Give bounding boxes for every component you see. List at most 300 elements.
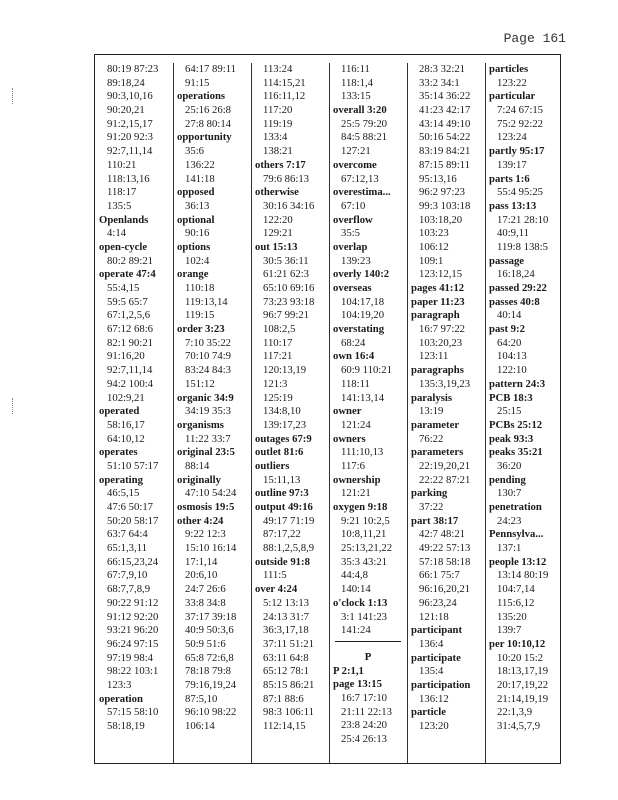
page-reference: 91:16,20 [107, 350, 145, 363]
page-reference: 63:7 64:4 [107, 528, 148, 541]
page-reference: 114:15,21 [263, 76, 306, 89]
index-term: open-cycle [99, 240, 148, 253]
page-reference: 92:7,11,14 [107, 145, 153, 158]
index-term: over 4:24 [255, 583, 298, 596]
page-reference: 98:3 106:11 [263, 706, 314, 719]
index-column [251, 63, 330, 763]
page-reference: 73:23 93:18 [263, 295, 315, 308]
page-reference: 121:3 [263, 377, 288, 390]
page-reference: 125:19 [263, 391, 293, 404]
page-reference: 16:7 17:10 [341, 691, 388, 704]
index-term: osmosis 19:5 [177, 501, 235, 513]
page-reference: 50:20 58:17 [107, 514, 159, 527]
page-reference: 27:8 80:14 [185, 117, 232, 130]
page-reference: 138:21 [263, 145, 293, 158]
page-reference: 80:2 89:21 [107, 254, 154, 267]
index-term: passes 40:8 [489, 295, 540, 308]
page-reference: 139:17,23 [263, 418, 307, 431]
page-reference: 15:11,13 [263, 473, 301, 486]
page-reference: 79:16,19,24 [185, 678, 237, 691]
page-reference: 9:21 10:2,5 [341, 514, 390, 527]
index-term: overstating [333, 323, 385, 336]
page-reference: 40:14 [497, 309, 522, 322]
page-reference: 121:21 [341, 487, 371, 500]
page-reference: 87:1 88:6 [263, 692, 304, 705]
page-reference: 51:10 57:17 [107, 459, 159, 472]
index-term: opposed [177, 186, 215, 199]
page-reference: 64:17 89:11 [185, 63, 236, 75]
page-reference: 96:2 97:23 [419, 186, 466, 199]
page-reference: 58:16,17 [107, 418, 145, 431]
page-reference: 119:19 [263, 117, 293, 130]
page-reference: 80:19 87:23 [107, 63, 159, 75]
letter-separator [335, 641, 401, 651]
index-term: out 15:13 [255, 240, 298, 253]
index-term: order 3:23 [177, 323, 225, 336]
page-reference: 104:17,18 [341, 295, 385, 308]
page-reference: 119:8 138:5 [497, 240, 548, 253]
page-reference: 111:10,13 [341, 446, 384, 459]
page-reference: 96:24 97:15 [107, 637, 159, 650]
page-reference: 118:17 [107, 186, 137, 199]
index-term: options [177, 240, 211, 253]
index-term: passed 29:22 [489, 282, 547, 294]
page-reference: 123:20 [419, 720, 449, 732]
page-reference: 133:15 [341, 90, 371, 103]
index-term: partly 95:17 [489, 145, 545, 158]
index-term: outlet 81:6 [255, 446, 304, 459]
index-column [485, 63, 563, 763]
index-term: otherwise [255, 186, 299, 199]
page-reference: 10:20 15:2 [497, 651, 544, 664]
page-reference: 96:23,24 [419, 596, 457, 609]
page-reference: 35:5 [341, 227, 361, 240]
index-term: originally [177, 473, 221, 486]
page-reference: 50:16 54:22 [419, 131, 471, 144]
page-reference: 37:11 51:21 [263, 637, 314, 650]
page-reference: 88:1,2,5,8,9 [263, 542, 315, 555]
page-reference: 65:10 69:16 [263, 282, 315, 294]
page-reference: 135:4 [419, 665, 444, 678]
page-reference: 49:17 71:19 [263, 514, 315, 527]
index-term: paragraphs [411, 364, 464, 377]
page-reference: 87:15 89:11 [419, 158, 470, 171]
index-term: Openlands [99, 213, 149, 226]
page-reference: 49:22 57:13 [419, 542, 471, 555]
page-reference: 37:17 39:18 [185, 610, 237, 623]
page-reference: 40:9 50:3,6 [185, 624, 234, 637]
page-reference: 118:1,4 [341, 76, 373, 89]
page-reference: 35:6 [185, 145, 205, 158]
page-reference: 134:8,10 [263, 405, 301, 418]
page-reference: 28:3 32:21 [419, 63, 466, 75]
page-reference: 70:10 74:9 [185, 350, 232, 363]
page-reference: 139:7 [497, 624, 522, 637]
page-reference: 91:15 [185, 76, 210, 89]
page-reference: 44:4,8 [341, 569, 369, 582]
page-reference: 59:5 65:7 [107, 295, 148, 308]
page-reference: 104:7,14 [497, 583, 535, 596]
page-reference: 79:6 86:13 [263, 172, 310, 185]
page-reference: 65:1,3,11 [107, 542, 147, 555]
index-term: overestima... [333, 186, 391, 199]
index-term: paper 11:23 [411, 295, 465, 308]
page-reference: 121:18 [419, 610, 449, 623]
page-reference: 65:8 72:6,8 [185, 651, 234, 664]
section-letter: P [364, 650, 372, 663]
page-reference: 139:17 [497, 158, 527, 171]
page-reference: 117:6 [341, 459, 365, 472]
page-reference: 16:18,24 [497, 268, 535, 281]
index-term: past 9:2 [489, 323, 525, 336]
index-term: operation [99, 692, 143, 705]
index-term: page 13:15 [333, 678, 382, 691]
page-reference: 47:6 50:17 [107, 501, 154, 513]
page-reference: 123:24 [497, 131, 527, 144]
page-reference: 96:7 99:21 [263, 309, 310, 322]
page-reference: 141:24 [341, 624, 371, 637]
page-reference: 116:11 [341, 63, 370, 75]
index-term: participation [411, 678, 471, 691]
index-term: owner [333, 405, 362, 418]
page-reference: 120:13,19 [263, 364, 307, 377]
page-reference: 119:13,14 [185, 295, 228, 308]
index-term: overseas [333, 282, 372, 294]
page-reference: 115:6,12 [497, 596, 535, 609]
page-reference: 99:3 103:18 [419, 199, 471, 212]
page-reference: 151:12 [185, 377, 215, 390]
page-reference: 67:7,9,10 [107, 569, 148, 582]
index-term: organisms [177, 418, 224, 431]
index-term: peaks 35:21 [489, 446, 543, 459]
page-reference: 18:13,17,19 [497, 665, 549, 678]
page-reference: 66:1 75:7 [419, 569, 460, 582]
index-term: pages 41:12 [411, 282, 465, 294]
index-term: outline 97:3 [255, 487, 309, 500]
page-reference: 46:5,15 [107, 487, 140, 500]
page-reference: 55:4 95:25 [497, 186, 544, 199]
index-term: outside 91:8 [255, 555, 310, 568]
page-reference: 136:12 [419, 692, 449, 705]
page-reference: 104:13 [497, 350, 527, 363]
index-term: o'clock 1:13 [333, 596, 388, 609]
page-reference: 33:8 34:8 [185, 596, 226, 609]
page-reference: 109:1 [419, 254, 444, 267]
page-reference: 78:18 79:8 [185, 665, 232, 678]
page-reference: 36:20 [497, 459, 522, 472]
index-term: original 23:5 [177, 446, 235, 459]
page-reference: 137:1 [497, 542, 522, 555]
page-reference: 106:14 [185, 720, 215, 732]
index-term: parameter [411, 418, 460, 431]
page-reference: 129:21 [263, 227, 293, 240]
index-term: participant [411, 624, 463, 637]
index-term: paragraph [411, 309, 460, 322]
page-reference: 135:5 [107, 199, 132, 212]
page-reference: 106:12 [419, 240, 449, 253]
page-reference: 36:3,17,18 [263, 624, 309, 637]
page-reference: 141:13,14 [341, 391, 385, 404]
page-reference: 91:2,15,17 [107, 117, 153, 130]
page-reference: 111:5 [263, 569, 287, 582]
page-reference: 37:22 [419, 501, 444, 513]
page-reference: 22:1,3,9 [497, 706, 533, 719]
index-term: overcome [333, 158, 377, 171]
page-reference: 96:16,20,21 [419, 583, 471, 596]
index-term: operate 47:4 [99, 268, 156, 281]
page-reference: 118:13,16 [107, 172, 150, 185]
page-reference: 24:7 26:6 [185, 583, 226, 596]
page-reference: 47:10 54:24 [185, 487, 237, 500]
page-reference: 67:1,2,5,6 [107, 309, 151, 322]
page-reference: 35:14 36:22 [419, 90, 471, 103]
page-reference: 88:14 [185, 459, 210, 472]
page-reference: 103:23 [419, 227, 449, 240]
page-reference: 102:9,21 [107, 391, 145, 404]
page-reference: 58:18,19 [107, 720, 145, 732]
page-reference: 66:15,23,24 [107, 555, 159, 568]
page-reference: 141:18 [185, 172, 215, 185]
index-term: output 49:16 [255, 501, 313, 513]
page-reference: 91:12 92:20 [107, 610, 159, 623]
page-reference: 112:14,15 [263, 720, 306, 732]
index-term: operating [99, 473, 143, 486]
page-reference: 104:19,20 [341, 309, 385, 322]
page-reference: 102:4 [185, 254, 210, 267]
page-reference: 90:3,10,16 [107, 90, 153, 103]
page-reference: 92:7,11,14 [107, 364, 153, 377]
page-reference: 24:13 31:7 [263, 610, 310, 623]
page-reference: 65:12 78:1 [263, 665, 310, 678]
page-reference: 61:21 62:3 [263, 268, 310, 281]
index-column [407, 63, 486, 763]
page-reference: 23:8 24:20 [341, 719, 388, 732]
index-term: parameters [411, 446, 464, 459]
index-term: participate [411, 651, 461, 664]
page-reference: 136:4 [419, 637, 444, 650]
index-term: operated [99, 405, 140, 418]
page-reference: 135:3,19,23 [419, 377, 471, 390]
page-reference: 119:15 [185, 309, 215, 322]
page-reference: 68:24 [341, 336, 366, 349]
index-term: pending [489, 473, 526, 486]
margin-mark [12, 88, 23, 104]
page-reference: 110:18 [185, 282, 215, 294]
page-reference: 50:9 51:6 [185, 637, 226, 650]
page-reference: 108:2,5 [263, 323, 296, 336]
page-reference: 133:4 [263, 131, 288, 144]
index-column [329, 63, 408, 763]
index-term: particle [411, 706, 447, 719]
index-term: owners [333, 432, 366, 445]
index-term: PCBs 25:12 [489, 418, 543, 431]
page-reference: 121:24 [341, 418, 371, 431]
index-term: oxygen 9:18 [333, 501, 388, 513]
page-reference: 90:20,21 [107, 104, 145, 117]
index-term: parts 1:6 [489, 172, 530, 185]
page-reference: 87:5,10 [185, 692, 218, 705]
index-term: other 4:24 [177, 514, 224, 527]
index-term: paralysis [411, 391, 452, 404]
page-reference: 35:3 43:21 [341, 555, 388, 568]
index-term: particular [489, 90, 536, 103]
page-reference: 82:1 90:21 [107, 336, 154, 349]
page-reference: 127:21 [341, 145, 371, 158]
page-reference: 89:18,24 [107, 76, 145, 89]
page-reference: 15:10 16:14 [185, 542, 237, 555]
page-reference: 85:15 86:21 [263, 678, 315, 691]
page-reference: 10:8,11,21 [341, 528, 387, 541]
page-reference: 103:18,20 [419, 213, 463, 226]
index-term: operations [177, 90, 226, 103]
page-reference: 25:16 26:8 [185, 104, 232, 117]
page-reference: 93:21 96:20 [107, 624, 159, 637]
index-term: parking [411, 487, 448, 500]
index-term: overall 3:20 [333, 104, 387, 117]
index-term: passage [489, 254, 525, 267]
index-term: penetration [489, 501, 542, 513]
page-reference: 113:24 [263, 63, 293, 75]
index-term: pattern 24:3 [489, 377, 546, 390]
page-reference: 63:11 64:8 [263, 651, 309, 664]
page-reference: 117:20 [263, 104, 293, 117]
page-reference: 25:15 [497, 405, 522, 418]
page-reference: 42:7 48:21 [419, 528, 466, 541]
page-reference: 96:10 98:22 [185, 706, 237, 719]
page-reference: 7:24 67:15 [497, 104, 544, 117]
index-term: organic 34:9 [177, 391, 234, 404]
index-term: Pennsylva... [489, 528, 544, 541]
index-term: people 13:12 [489, 555, 547, 568]
index-term: orange [177, 268, 209, 281]
index-term: own 16:4 [333, 350, 375, 363]
index-term: part 38:17 [411, 514, 459, 527]
index-term: P 2:1,1 [333, 664, 364, 677]
index-term: others 7:17 [255, 158, 306, 171]
index-term: peak 93:3 [489, 432, 534, 445]
page-reference: 68:7,7,8,9 [107, 583, 151, 596]
page-reference: 22:22 87:21 [419, 473, 471, 486]
page-reference: 17:21 28:10 [497, 213, 549, 226]
page-reference: 90:22 91:12 [107, 596, 159, 609]
page-reference: 91:20 92:3 [107, 131, 154, 144]
page-reference: 87:17,22 [263, 528, 301, 541]
index-term: per 10:10,12 [489, 637, 546, 650]
index-term: outages 67:9 [255, 432, 312, 445]
page-reference: 122:20 [263, 213, 293, 226]
page-reference: 57:18 58:18 [419, 555, 471, 568]
page-reference: 103:20,23 [419, 336, 463, 349]
page-reference: 13:19 [419, 405, 444, 418]
index-term: overly 140:2 [333, 268, 390, 281]
page-reference: 25:13,21,22 [341, 542, 393, 555]
index-term: optional [177, 213, 215, 226]
page-reference: 64:20 [497, 336, 522, 349]
page-reference: 43:14 49:10 [419, 117, 471, 130]
page-reference: 98:22 103:1 [107, 665, 159, 678]
page-reference: 21:11 22:13 [341, 705, 392, 718]
page-reference: 135:20 [497, 610, 527, 623]
index-term: overlap [333, 240, 368, 253]
page-reference: 13:14 80:19 [497, 569, 549, 582]
page-reference: 122:10 [497, 364, 527, 377]
page-reference: 36:13 [185, 199, 210, 212]
index-term: overflow [333, 213, 373, 226]
page-reference: 83:19 84:21 [419, 145, 471, 158]
page-reference: 67:10 [341, 199, 366, 212]
page-reference: 7:10 35:22 [185, 336, 232, 349]
page-reference: 90:16 [185, 227, 210, 240]
page-reference: 64:10,12 [107, 432, 145, 445]
index-term: outliers [255, 459, 290, 472]
page-reference: 123:11 [419, 350, 449, 363]
page-number: Page 161 [503, 31, 566, 46]
page-reference: 9:22 12:3 [185, 528, 226, 541]
page-reference: 34:19 35:3 [185, 405, 232, 418]
page-reference: 16:7 97:22 [419, 323, 466, 336]
page-reference: 4:14 [107, 227, 127, 240]
page-reference: 24:23 [497, 514, 522, 527]
page-reference: 110:17 [263, 336, 293, 349]
page-reference: 84:5 88:21 [341, 131, 388, 144]
page-reference: 130:7 [497, 487, 522, 500]
page-reference: 30:16 34:16 [263, 199, 315, 212]
page-reference: 60:9 110:21 [341, 364, 392, 377]
page-reference: 95:13,16 [419, 172, 457, 185]
page-reference: 67:12,13 [341, 172, 379, 185]
page-reference: 30:5 36:11 [263, 254, 309, 267]
page-reference: 116:11,12 [263, 90, 306, 103]
index-term: ownership [333, 473, 381, 486]
index-column [95, 63, 174, 763]
page-reference: 75:2 92:22 [497, 117, 544, 130]
page-reference: 20:17,19,22 [497, 678, 549, 691]
page-reference: 123:12,15 [419, 268, 463, 281]
index-term: opportunity [177, 131, 232, 144]
page-reference: 123:22 [497, 76, 527, 89]
page-reference: 33:2 34:1 [419, 76, 460, 89]
index-column [173, 63, 252, 763]
page-reference: 21:14,19,19 [497, 692, 549, 705]
page-reference: 117:21 [263, 350, 293, 363]
page-reference: 20:6,10 [185, 569, 218, 582]
index-term: PCB 18:3 [489, 391, 533, 404]
page-reference: 118:11 [341, 377, 370, 390]
page-reference: 11:22 33:7 [185, 432, 231, 445]
page-reference: 97:19 98:4 [107, 651, 154, 664]
index-term: pass 13:13 [489, 199, 537, 212]
page-reference: 31:4,5,7,9 [497, 720, 541, 732]
index-term: operates [99, 446, 138, 459]
page-reference: 41:23 42:17 [419, 104, 471, 117]
index-term: particles [489, 63, 529, 75]
page-reference: 57:15 58:10 [107, 706, 159, 719]
page-reference: 76:22 [419, 432, 444, 445]
page-reference: 123:3 [107, 678, 132, 691]
page-reference: 67:12 68:6 [107, 323, 154, 336]
page-reference: 25:4 26:13 [341, 733, 388, 745]
page-reference: 3:1 141:23 [341, 610, 388, 623]
page-reference: 22:19,20,21 [419, 459, 471, 472]
page-reference: 110:21 [107, 158, 137, 171]
margin-mark [12, 398, 23, 414]
page-reference: 140:14 [341, 583, 371, 596]
word-index-table [94, 54, 561, 764]
page-reference: 17:1,14 [185, 555, 218, 568]
page-reference: 94:2 100:4 [107, 377, 154, 390]
page-reference: 83:24 84:3 [185, 364, 232, 377]
page-reference: 139:23 [341, 254, 371, 267]
